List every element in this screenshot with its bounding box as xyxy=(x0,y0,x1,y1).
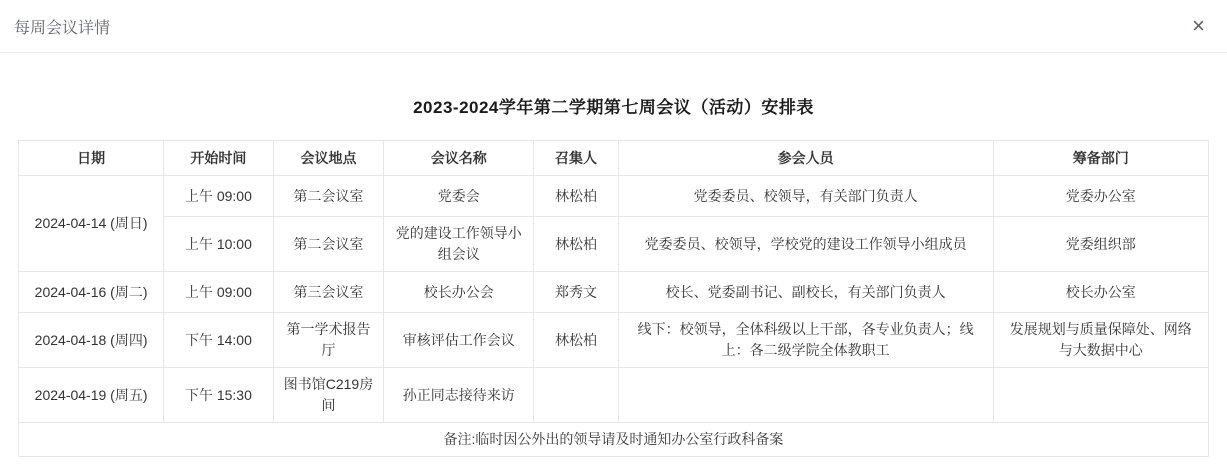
dialog-header xyxy=(0,0,1227,53)
cell-meeting-name: 审核评估工作会议 xyxy=(384,313,534,368)
cell-participants: 校长、党委副书记、副校长，有关部门负责人 xyxy=(618,272,993,313)
dialog-title: 每周会议详情 xyxy=(14,19,111,37)
table-row xyxy=(19,217,1209,272)
cell-convener: 林松柏 xyxy=(534,313,618,368)
cell-location: 图书馆C219房间 xyxy=(273,368,384,423)
cell-department: 校长办公室 xyxy=(993,272,1208,313)
table-row xyxy=(19,313,1209,368)
cell-time: 上午 09:00 xyxy=(164,272,273,313)
cell-location: 第二会议室 xyxy=(273,217,384,272)
cell-participants: 党委委员、校领导，学校党的建设工作领导小组成员 xyxy=(618,217,993,272)
cell-location: 第二会议室 xyxy=(273,176,384,217)
cell-convener xyxy=(534,368,618,423)
table-row xyxy=(19,176,1209,217)
close-icon: × xyxy=(1192,13,1205,38)
cell-department xyxy=(993,368,1208,423)
cell-date: 2024-04-14 (周日) xyxy=(19,176,164,272)
table-note-row xyxy=(19,423,1209,457)
cell-date: 2024-04-19 (周五) xyxy=(19,368,164,423)
cell-participants: 党委委员、校领导，有关部门负责人 xyxy=(618,176,993,217)
cell-department: 党委组织部 xyxy=(993,217,1208,272)
cell-meeting-name: 孙正同志接待来访 xyxy=(384,368,534,423)
close-button[interactable] xyxy=(1186,11,1211,41)
cell-department: 党委办公室 xyxy=(993,176,1208,217)
cell-location: 第三会议室 xyxy=(273,272,384,313)
header-location: 会议地点 xyxy=(273,141,384,176)
table-row xyxy=(19,368,1209,423)
cell-participants xyxy=(618,368,993,423)
table-header-row xyxy=(19,141,1209,176)
cell-convener: 林松柏 xyxy=(534,176,618,217)
table-note: 备注:临时因公外出的领导请及时通知办公室行政科备案 xyxy=(19,423,1209,457)
cell-convener: 郑秀文 xyxy=(534,272,618,313)
cell-time: 下午 14:00 xyxy=(164,313,273,368)
header-start-time: 开始时间 xyxy=(164,141,273,176)
cell-time: 上午 09:00 xyxy=(164,176,273,217)
cell-convener: 林松柏 xyxy=(534,217,618,272)
header-participants: 参会人员 xyxy=(618,141,993,176)
header-department: 筹备部门 xyxy=(993,141,1208,176)
header-date: 日期 xyxy=(19,141,164,176)
cell-participants: 线下：校领导，全体科级以上干部，各专业负责人；线上：各二级学院全体教职工 xyxy=(618,313,993,368)
cell-department: 发展规划与质量保障处、网络与大数据中心 xyxy=(993,313,1208,368)
cell-time: 下午 15:30 xyxy=(164,368,273,423)
cell-meeting-name: 党委会 xyxy=(384,176,534,217)
schedule-table-title: 2023-2024学年第二学期第七周会议（活动）安排表 xyxy=(413,98,814,117)
meeting-schedule-table xyxy=(18,140,1209,457)
header-meeting-name: 会议名称 xyxy=(384,141,534,176)
header-convener: 召集人 xyxy=(534,141,618,176)
cell-time: 上午 10:00 xyxy=(164,217,273,272)
cell-location: 第一学术报告厅 xyxy=(273,313,384,368)
table-row xyxy=(19,272,1209,313)
cell-meeting-name: 党的建设工作领导小组会议 xyxy=(384,217,534,272)
cell-meeting-name: 校长办公会 xyxy=(384,272,534,313)
cell-date: 2024-04-18 (周四) xyxy=(19,313,164,368)
cell-date: 2024-04-16 (周二) xyxy=(19,272,164,313)
dialog-body xyxy=(0,93,1227,473)
